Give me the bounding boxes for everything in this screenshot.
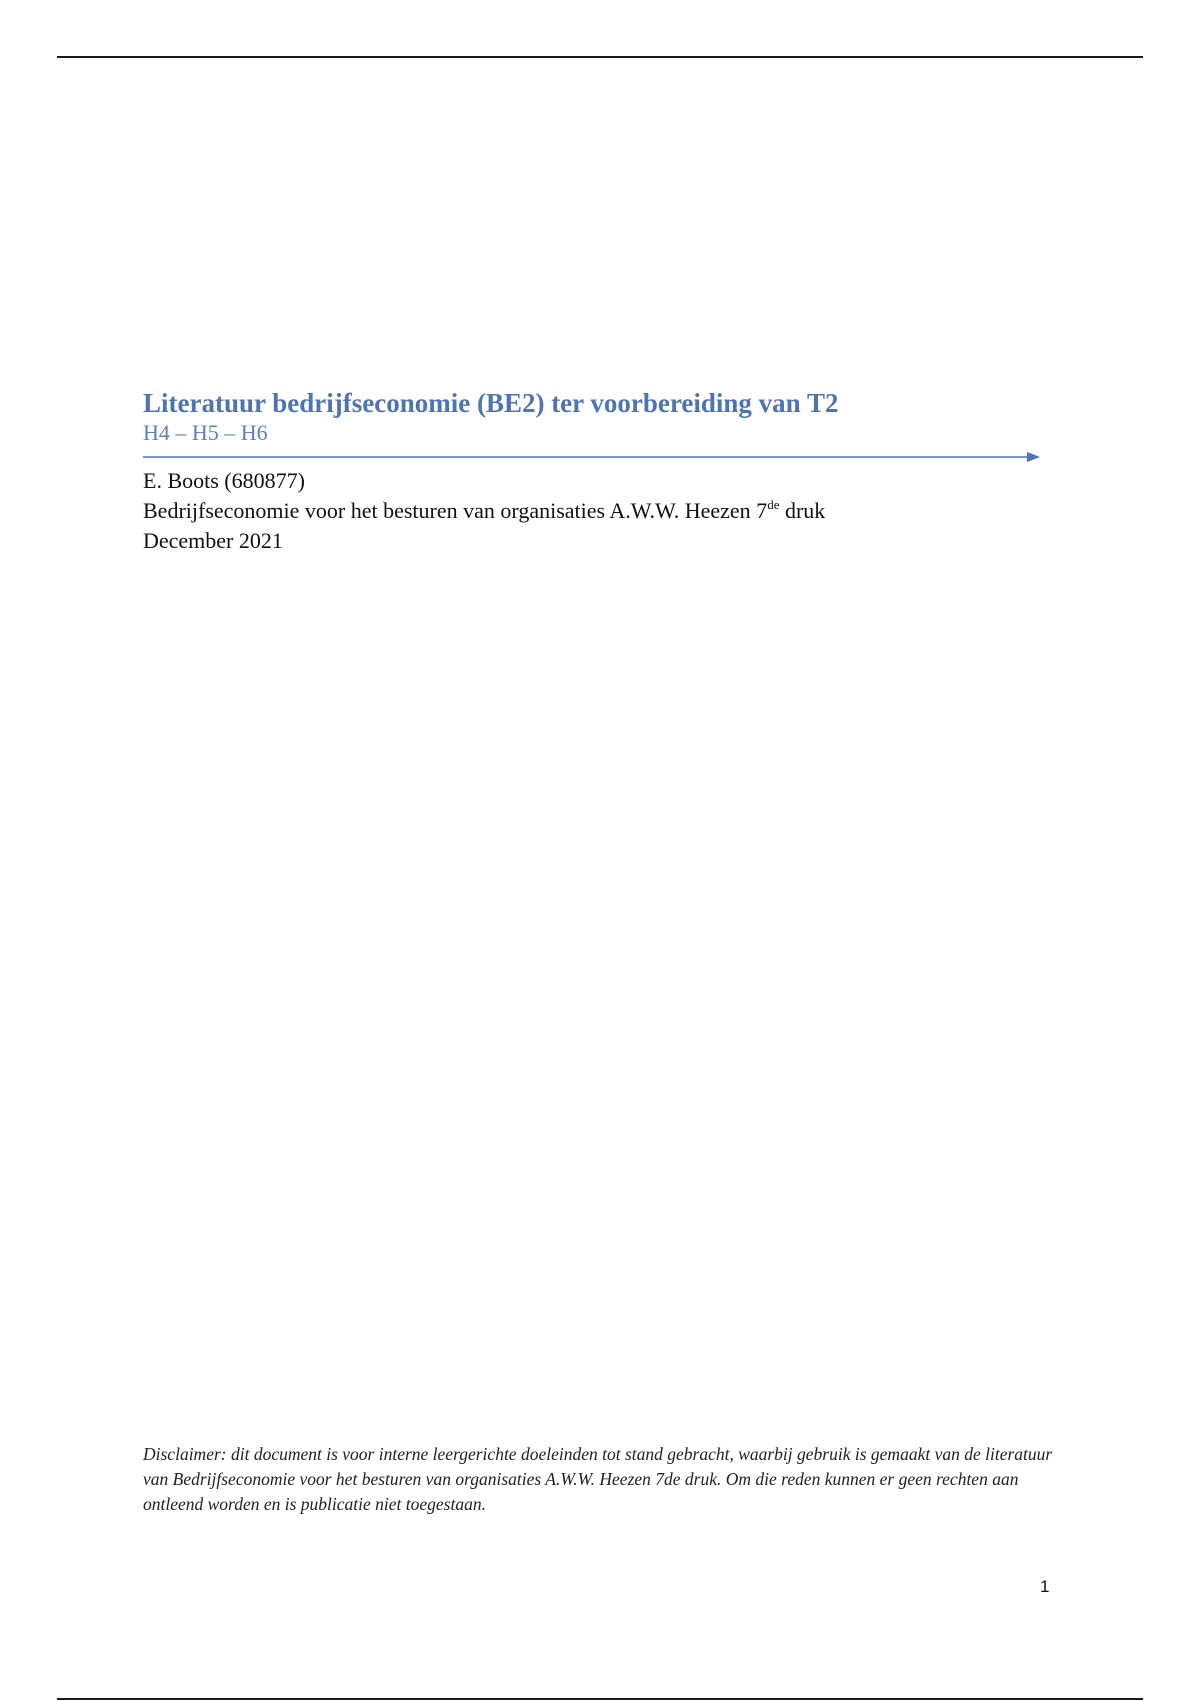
title-arrow-rule (143, 450, 1040, 464)
book-reference-line (143, 496, 1103, 526)
page-top-rule (57, 56, 1143, 58)
book-reference-text: Bedrijfseconomie voor het besturen van organisaties A.W.W. Heezen 7 (143, 498, 768, 523)
document-title: Literatuur bedrijfseconomie (BE2) ter voorbereiding van T2 (143, 388, 839, 418)
page-number: 1 (1040, 1577, 1050, 1596)
edition-superscript: de (767, 497, 780, 512)
document-subtitle: H4 – H5 – H6 (143, 420, 268, 445)
title-block (143, 386, 1043, 446)
document-meta (143, 466, 1103, 556)
edition-suffix: druk (779, 498, 826, 523)
disclaimer-text: Disclaimer: dit document is voor interne leergerichte doeleinden tot stand gebracht, waarbij gebruik is gemaakt van de literatuur van Bedrijfseconomie voor het besturen van organisaties A.W.W. Heezen 7de druk. Om die reden kunnen er geen rechten aan ontleend worden en is publicatie niet toegestaan. (143, 1444, 1053, 1514)
date-line: December 2021 (143, 528, 283, 553)
author-line: E. Boots (680877) (143, 468, 305, 493)
